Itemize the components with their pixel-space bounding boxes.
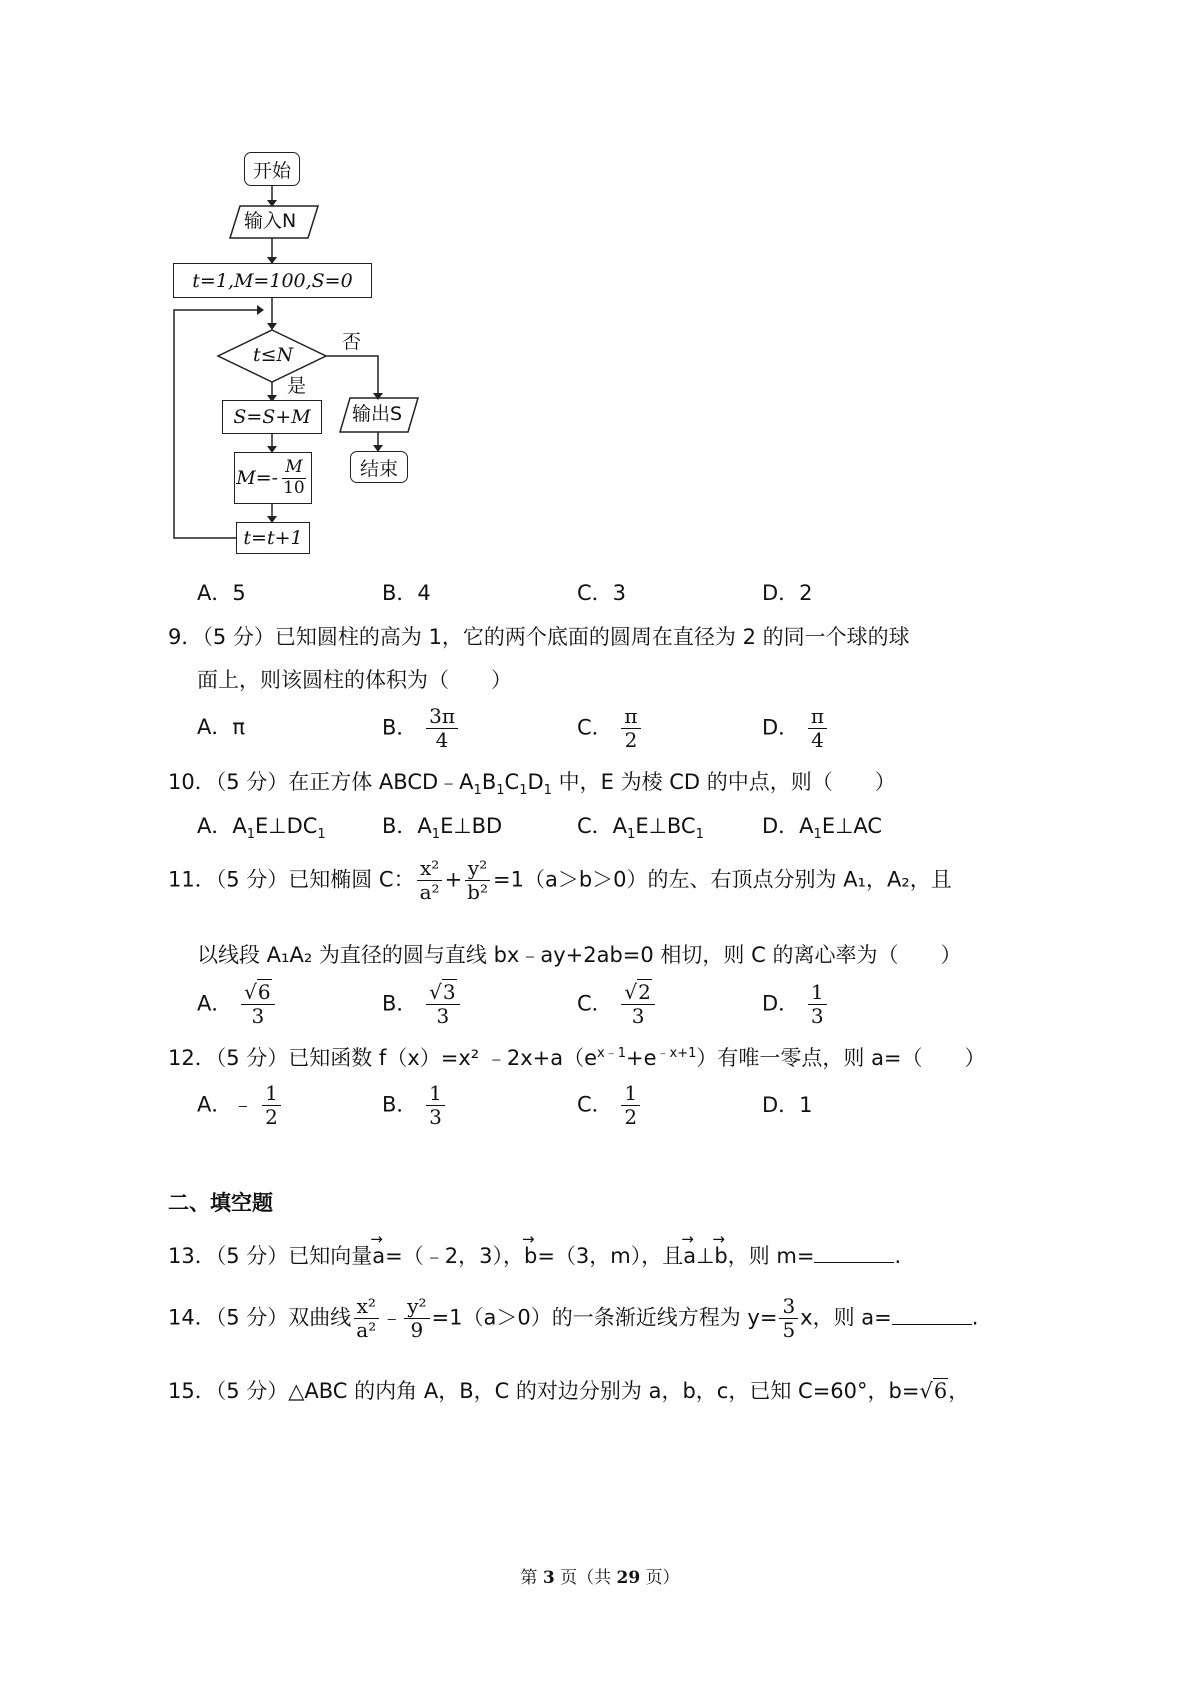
q10-option-b [382, 816, 502, 841]
q12-option-a-num: 1 [262, 1083, 281, 1106]
q10-sub: 1 [813, 827, 822, 843]
q11-text-suffix: =1（a＞b＞0）的左、右顶点分别为 A₁，A₂，且 [493, 867, 952, 892]
q12-sup1: x﹣1 [597, 1046, 627, 1061]
q12-option-a [197, 1083, 283, 1128]
q11-option-c-fraction [621, 982, 654, 1027]
q11-option-a [197, 982, 277, 1027]
q13-perp: ⊥ [696, 1244, 715, 1268]
q11-option-a-fraction [241, 982, 274, 1027]
q12-option-a-label: A．﹣ [197, 1092, 254, 1117]
q14-frac-slope-den: 5 [782, 1318, 796, 1342]
q12-text-main: 12．（5 分）已知函数 f（x）=x² ﹣2x+a（e [168, 1046, 598, 1070]
q10-option-c-label: C．A [577, 814, 628, 838]
q13-vector-b: → b [524, 1246, 537, 1267]
section2-title: 二、填空题 [168, 1191, 273, 1215]
q12-sup2: ﹣x+1 [656, 1046, 697, 1061]
q13-text [168, 1244, 901, 1267]
q11-option-c-label: C． [577, 991, 613, 1016]
q13-vector-a-2: → a [683, 1246, 696, 1267]
q11-option-b [382, 982, 462, 1027]
q9-option-d-fraction [808, 706, 827, 751]
q11-frac-x-den: a² [419, 880, 440, 904]
q12-option-c-den: 2 [624, 1105, 638, 1129]
q10-sub: 1 [473, 783, 482, 799]
q11-frac-y [464, 858, 491, 903]
q14-frac-slope [779, 1296, 798, 1341]
flowchart-input: 输入N [244, 210, 297, 232]
flowchart-step-m-den: 10 [283, 477, 305, 498]
q11-option-d-num: 1 [808, 982, 827, 1005]
q15-sqrt: √6 [919, 1379, 948, 1403]
q11-option-b-fraction [426, 982, 459, 1027]
flowchart-step-m-prefix: M=- [236, 467, 279, 489]
q10-text-b1: B [481, 770, 497, 794]
q9-option-c-label: C． [577, 715, 613, 740]
flowchart-yes-label: 是 [287, 375, 307, 397]
footer-suffix: 页） [645, 1568, 680, 1588]
q14-text-a: 14．（5 分）双曲线 [168, 1305, 352, 1330]
q9-option-a: A．π [197, 715, 246, 739]
q14-text [168, 1296, 978, 1341]
q11-option-a-rad: 6 [257, 980, 271, 1004]
q13-text-a: 13．（5 分）已知向量 [168, 1244, 373, 1268]
q9-option-b-num: 3π [426, 706, 458, 729]
q10-sub: 1 [627, 827, 636, 843]
q11-frac-x [417, 858, 443, 903]
q8-option-d: D．2 [762, 581, 813, 605]
q12-option-c [577, 1083, 642, 1128]
q11-option-b-rad: 3 [442, 980, 456, 1004]
q12-option-c-num: 1 [621, 1083, 640, 1106]
flowchart-no-label: 否 [342, 331, 362, 353]
q10-option-c [577, 816, 704, 841]
q11-frac-y-den: b² [467, 880, 488, 904]
q11-frac-x-num: x² [417, 858, 442, 881]
flowchart-step-m [234, 452, 312, 504]
q8-option-c: C．3 [577, 581, 627, 605]
q13-text-c: =（3，m），且 [537, 1244, 684, 1268]
q9-option-b [382, 706, 460, 751]
flowchart-output: 输出S [352, 403, 403, 425]
flowchart-end: 结束 [350, 451, 408, 483]
q8-option-a: A．5 [197, 581, 246, 605]
q12-option-d: D．1 [762, 1093, 813, 1117]
q14-frac-slope-num: 3 [779, 1296, 798, 1319]
flowchart-condition: t≤N [253, 344, 294, 366]
q12-option-c-fraction [621, 1083, 640, 1128]
q12-option-b-den: 3 [429, 1105, 442, 1129]
flowchart-step-t: t=t+1 [236, 522, 310, 554]
q10-option-a [197, 816, 326, 841]
q10-sub: 1 [317, 827, 326, 843]
q11-option-c [577, 982, 657, 1027]
q14-text-b: =1（a＞0）的一条渐近线方程为 y= [431, 1305, 778, 1330]
q9-option-c-fraction [621, 706, 640, 751]
page-footer [0, 1563, 1200, 1588]
q14-frac-y-num: y² [404, 1296, 429, 1319]
q11-text-line1 [168, 858, 952, 903]
q11-option-d-den: 3 [810, 1004, 824, 1028]
q14-frac-y [404, 1296, 429, 1341]
q10-option-d-rest: E⊥AC [821, 814, 883, 838]
q13-vector-a: → a [372, 1246, 385, 1267]
q9-option-c-num: π [621, 706, 640, 729]
q12-option-b-fraction [426, 1083, 445, 1128]
q11-frac-y-num: y² [465, 858, 490, 881]
q14-frac-x-den: a² [356, 1318, 377, 1342]
q9-option-d [762, 706, 829, 751]
q11-option-c-den: 3 [631, 1004, 645, 1028]
q11-option-a-num: √6 [241, 982, 274, 1005]
q12-option-a-fraction [262, 1083, 281, 1128]
q11-plus: + [444, 867, 463, 892]
q10-text-prefix: 10．（5 分）在正方体 ABCD﹣A [168, 770, 474, 794]
q10-option-b-label: B．A [382, 814, 432, 838]
q10-sub: 1 [496, 783, 505, 799]
flowchart-init: t=1,M=100,S=0 [173, 263, 372, 298]
q10-sub: 1 [519, 783, 528, 799]
q10-option-a-rest: E⊥DC [255, 814, 318, 838]
q13-answer-blank[interactable] [814, 1244, 894, 1263]
q11-option-b-num: √3 [426, 982, 459, 1005]
q10-option-d-label: D．A [762, 814, 814, 838]
q11-option-a-label: A． [197, 991, 233, 1016]
flowchart-connectors [0, 0, 1200, 600]
q14-text-end: . [971, 1305, 979, 1330]
q11-text-line2: 以线段 A₁A₂ 为直径的圆与直线 bx﹣ay+2ab=0 相切，则 C 的离心率为（ ） [197, 943, 962, 967]
q15-rad: 6 [933, 1379, 948, 1403]
q10-text-d1: D [527, 770, 544, 794]
q10-sub: 1 [695, 827, 704, 843]
q10-option-a-label: A．A [197, 814, 247, 838]
q13-text-b: =（﹣2，3）， [385, 1244, 524, 1268]
footer-mid: 页（共 [560, 1568, 612, 1588]
q9-option-c [577, 706, 643, 751]
q9-text-line1: 9．（5 分）已知圆柱的高为 1，它的两个底面的圆周在直径为 2 的同一个球的球 [168, 625, 910, 649]
q12-option-b-label: B． [382, 1092, 418, 1117]
q10-option-d [762, 816, 882, 841]
q11-option-b-den: 3 [436, 1004, 450, 1028]
q11-option-c-rad: 2 [638, 980, 651, 1004]
q9-option-d-num: π [808, 706, 827, 729]
q9-option-b-den: 4 [435, 728, 449, 752]
q9-option-c-den: 2 [624, 728, 638, 752]
q11-option-d-fraction [808, 982, 827, 1027]
q11-text-prefix: 11．（5 分）已知椭圆 C： [168, 867, 415, 892]
q12-option-a-den: 2 [265, 1105, 278, 1129]
q14-minus: ﹣ [381, 1305, 403, 1330]
footer-total-pages: 29 [616, 1568, 641, 1588]
q8-option-b: B．4 [382, 581, 431, 605]
q12-text-end: ）有唯一零点，则 a=（ ） [696, 1046, 986, 1070]
q15-text-main: 15．（5 分）△ABC 的内角 A，B，C 的对边分别为 a，b，c，已知 C=60°，b= [168, 1379, 920, 1403]
q10-sub: 1 [431, 827, 441, 843]
q9-option-b-label: B． [382, 715, 418, 740]
q10-sub: 1 [246, 827, 256, 843]
q11-option-b-label: B． [382, 991, 418, 1016]
q13-vector-b-2: → b [714, 1246, 727, 1267]
flowchart-step-m-fraction [280, 456, 308, 498]
footer-page-number: 3 [542, 1568, 555, 1588]
q9-option-d-label: D． [762, 715, 800, 740]
q11-option-d [762, 982, 829, 1027]
q14-answer-blank[interactable] [892, 1306, 972, 1325]
q11-option-c-num: √2 [621, 982, 654, 1005]
q12-option-c-label: C． [577, 1092, 613, 1117]
q9-option-d-den: 4 [811, 728, 824, 752]
q10-option-c-rest: E⊥BC [635, 814, 696, 838]
q10-text-mid: 中，E 为棱 CD 的中点，则（ ） [558, 770, 896, 794]
q14-frac-x-num: x² [354, 1296, 379, 1319]
q11-option-d-label: D． [762, 991, 800, 1016]
q12-plus-e: +e [626, 1046, 657, 1070]
q12-option-b-num: 1 [426, 1083, 445, 1106]
flowchart-start: 开始 [244, 152, 300, 186]
q15-text-end: ， [948, 1379, 970, 1403]
q14-frac-y-den: 9 [410, 1318, 424, 1342]
q15-text [168, 1381, 969, 1402]
q10-text-c1: C [504, 770, 520, 794]
q14-frac-x [353, 1296, 379, 1341]
q10-sub: 1 [543, 783, 552, 799]
q13-text-e: ，则 m= [727, 1244, 815, 1268]
q9-text-line2: 面上，则该圆柱的体积为（ ） [197, 668, 512, 692]
q14-text-c: x，则 a= [800, 1305, 892, 1330]
q11-option-a-den: 3 [251, 1004, 265, 1028]
q9-option-b-fraction [426, 706, 458, 751]
footer-prefix: 第 [520, 1568, 538, 1588]
q10-text [168, 772, 896, 797]
flowchart-step-m-num: M [282, 459, 305, 479]
flowchart-step-sum: S=S+M [222, 400, 322, 434]
q12-option-b [382, 1083, 447, 1128]
q13-text-end: . [894, 1244, 902, 1268]
q12-text [168, 1047, 986, 1069]
q10-option-b-rest: E⊥BD [440, 814, 503, 838]
